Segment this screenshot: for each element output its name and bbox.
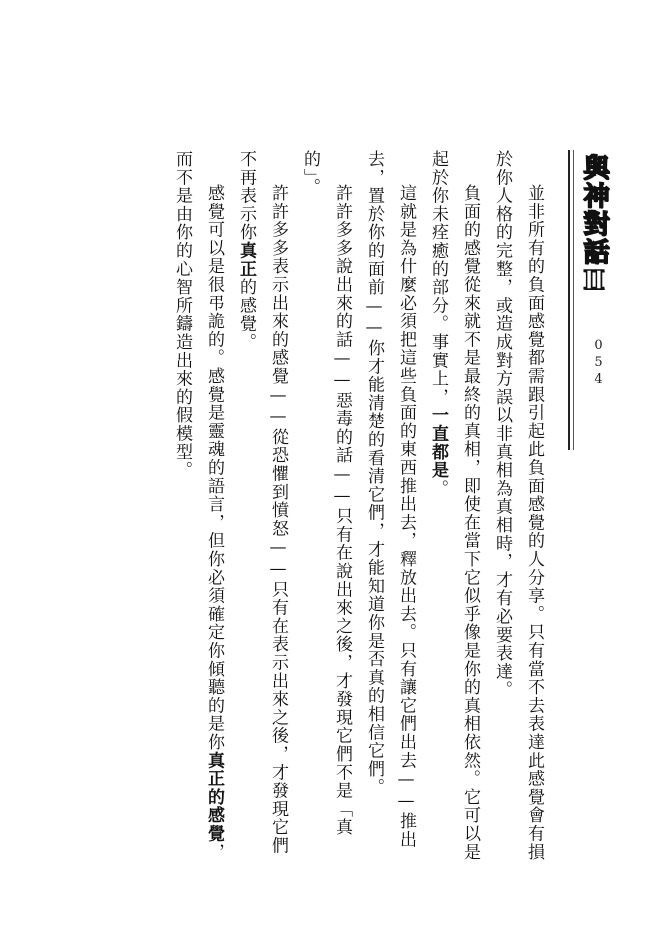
- text-run: ，而不是由你的心智所鑄造出來的假模型。: [172, 150, 224, 862]
- emphasis-text: 一直都是: [428, 406, 448, 480]
- text-run: 這就是為什麼必須把這些負面的東西推出去，釋放出去。只有讓它們出去——推出去，置於你的面前——你才能清楚的看清它們，才能知道你是否真的相信它們。: [364, 150, 416, 849]
- text-run: 。: [428, 479, 448, 498]
- emphasis-text: 真正的感覺: [204, 751, 224, 843]
- text-run: 許許多多說出來的話——惡毒的話——只有在說出來之後，才發現它們不是「真的」。: [300, 150, 352, 837]
- body-text: [172, 150, 550, 870]
- paragraph: [294, 150, 358, 870]
- running-header: [568, 150, 608, 450]
- paragraph: [230, 150, 294, 870]
- page-number: 054: [591, 338, 606, 389]
- text-run: 的感覺。: [236, 278, 256, 352]
- paragraph: [486, 150, 550, 870]
- text-run: 並非所有的負面感覺都需跟引起此負面感覺的人分享。只有當不去表達此感覺會有損於你人格的完整，或造成對方誤以非真相為真相時，才有必要表達。: [492, 150, 544, 862]
- header-rule: [568, 150, 570, 450]
- text-run: 許許多多表示出來的感覺——從恐懼到憤怒——只有在表示出來之後，才發現它們不再表示你: [236, 150, 288, 855]
- paragraph: [358, 150, 422, 870]
- emphasis-text: 真正: [236, 241, 256, 279]
- book-title: 與神對話Ⅱ: [579, 154, 609, 298]
- text-run: 負面的感覺從來就不是最終的真相，即使在當下它似乎像是你的真相依然。它可以是起於你未痊癒的部分。事實上，: [428, 150, 480, 862]
- paragraph: [422, 150, 486, 870]
- header-rule-thin: [573, 150, 574, 450]
- text-run: 感覺可以是很弔詭的。感覺是靈魂的語言，但你必須確定你傾聽的是你: [204, 184, 224, 752]
- paragraph: [166, 150, 230, 870]
